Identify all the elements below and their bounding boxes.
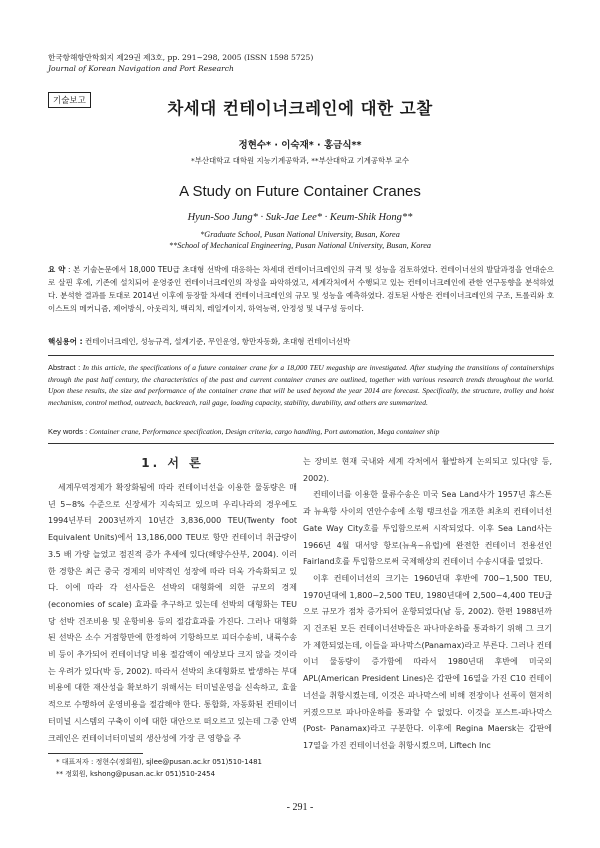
title-english: A Study on Future Container Cranes <box>179 183 421 200</box>
paragraph: 는 장비로 현재 국내와 세계 각처에서 활발하게 논의되고 있다(양 등, 2002). <box>303 457 552 483</box>
affiliation-english-2: **School of Mechanical Engineering, Pusan National University, Busan, Korea <box>169 241 431 250</box>
abstract-korean-label: 요 약 <box>48 265 66 274</box>
paragraph: 세계무역경제가 확장화됨에 따라 컨테이너선을 이용한 물동량은 매년 5~8% 수준으로 신장세가 지속되고 있으며 우리나라의 경우에도 1994년부터 2003년까지 10년간 3,836,000 TEU(Twenty foot Equivalent Units)에서 13,186,000 TEU로 항만 컨테이너 취급량이 3.5 배 가량 늘었고 점진적 증가 추세에 있다(해양수산부, 2004). 이러한 경향은 최근 중국 경제의 비약적인 성장에 따라 더욱 가속화되고 있다. 이에 따라 각 선사들은 선박의 대형화에 의한 규모의 경제(economies of scale) 효과를 추구하고 있는데 선박의 대형화는 TEU당 선박 건조비용 및 운항비용 등의 절감효과를 가진다. 그러나 대형화된 선박은 소수 거점항만에 한정하여 기항하므로 피더수송비, 내륙수송비 등이 추가되어 컨테이너당 비용 절감액이 예상보다 크지 않을 것이라는 우려가 있다(박 등, 2002). 따라서 선박의 초대형화로 발생하는 부대비용에 대한 재산성을 확보하기 위해서는 터미널운영을 신속하고, 효율적으로 수행하여 운영비용을 절감해야 한다. 통합화, 자동화된 컨테이너터미널 시스템의 구축이 이에 대한 대안으로 떠오르고 있는데 그중 안벽크레인은 컨테이너터미널의 생산성에 가장 큰 영향을 주 <box>48 483 297 743</box>
title-korean: 차세대 컨테이너크레인에 대한 고찰 <box>167 99 433 118</box>
paragraph: 컨테이너를 이용한 물류수송은 미국 Sea Land사가 1957년 휴스톤과 뉴욕항 사이의 연안수송에 소형 탱크선을 개조한 최초의 컨테이너선 Gate Way City호를 투입함으로써 시작되었다. 이후 Sea Land사는 1966년 4월 대서양 항로(뉴욕~유럽)에 완전한 컨테이너 전용선인 Fairland호를 투입함으로써 국제해상의 컨테이너 수송시대를 열었다. <box>303 490 552 567</box>
journal-name-en: Journal of Korean Navigation and Port Research <box>48 64 234 73</box>
authors-korean: 정현수* · 이숙재* · 홍금식** <box>238 140 362 151</box>
keywords-english-label: Key words : <box>48 427 88 436</box>
abstract-korean-text: : 본 기술논문에서 18,000 TEU급 초대형 선박에 대응하는 차세대 컨테이너크레인의 규격 및 성능을 검토하였다. 컨테이너선의 발달과정을 연대순으로 살핀 후에, 기존에 설치되어 운영중인 컨테이너크레인의 작성을 파악하였고, 세계각처에서 수행되고 있는 컨테이너크레인에 관한 연구동향을 분석하였다. 분석한 결과를 토대로 2014년 이후에 등장할 차세대 컨테이너크레인의 규모 및 성능을 예측하였다. 검토된 사항은 컨테이너크레인의 구조, 트롤리와 호이스트의 메커니즘, 제어방식, 아웃리치, 백리치, 레일게이지, 하역능력, 안정성 및 내구성 등이다. <box>48 265 554 313</box>
body-column-right <box>303 454 552 755</box>
affiliation-korean: *부산대학교 대학원 지능기계공학과, **부산대학교 기계공학부 교수 <box>191 156 409 165</box>
affiliation-english <box>0 229 600 251</box>
authors-english: Hyun-Soo Jung* · Suk-Jae Lee* · Keum-Shik Hong** <box>187 212 413 223</box>
divider-top <box>48 355 554 356</box>
journal-header <box>48 52 313 74</box>
keywords-korean-label: 핵심용어 : <box>48 337 83 346</box>
abstract-english-label: Abstract : <box>48 363 81 372</box>
footnote-corresponding-author: * 대표저자 : 정현수(정회원), sjlee@pusan.ac.kr 051)510-1481 <box>56 758 263 766</box>
abstract-english-text: In this article, the specifications of a future container crane for a 18,000 TEU megaship are investigated. After studying the transitions of containerships through the past half century, the characteristics of the past and current container cranes are outlined, together with various research trends throughout the world. Upon these results, the size and performance of the container crane that will be used beyond the year 2014 are forecast. Specifically, the structure, trolley and hoist mechanism, control method, outreach, backreach, rail gage, loading capacity, stability, durability, and others are summarized. <box>48 363 555 407</box>
abstract-korean <box>48 263 554 315</box>
footnote-member: ** 정회원, kshong@pusan.ac.kr 051)510-2454 <box>56 770 216 778</box>
divider-bottom <box>48 443 554 444</box>
paragraph: 이후 컨테이너선의 크기는 1960년대 후반에 700~1,500 TEU, 1970년대에 1,800~2,500 TEU, 1980년대에 2,500~4,400 TEU급으로 규모가 점차 증가되어 운항되었다(남 등, 2002). 한편 1988년까지 건조된 모든 컨테이너선박들은 파나마운하를 통과하기 위해 그 크기가 제한되었는데, 이들을 파나막스(Panamax)라고 부른다. 그러나 컨테이너 물동량이 증가함에 따라서 1980년대 후반에 미국의 APL(American President Lines)은 갑판에 16열을 가진 C10 컨테이너선을 취항시켰는데, 이것은 파나막스에 비해 전장이나 선폭이 현저히 커졌으므로 파나마운하를 통과할 수 없었다. 이것을 포스트-파나막스(Post- Panamax)라고 구분한다. 이후에 Regina Maersk는 갑판에 17열을 가진 컨테이너선을 취항시켰으며, Liftech Inc <box>303 573 552 750</box>
article-type-badge: 기술보고 <box>48 92 91 108</box>
footnote-divider <box>48 753 143 754</box>
section-heading: 1. 서 론 <box>141 456 204 470</box>
body-column-left <box>48 454 297 747</box>
footnotes <box>56 756 262 780</box>
keywords-english-text: Container crane, Performance specification, Design criteria, cargo handling, Port automation, Mega container ship <box>89 427 440 436</box>
keywords-english <box>48 427 554 436</box>
page-number: - 291 - <box>286 802 314 813</box>
abstract-english <box>48 362 554 408</box>
journal-info-ko: 한국항해항만학회지 제29권 제3호, pp. 291~298, 2005 (ISSN 1598 5725) <box>48 53 314 62</box>
keywords-korean-text: 컨테이너크레인, 성능규격, 설계기준, 무인운영, 항만자동화, 초대형 컨테이너선박 <box>84 337 351 346</box>
keywords-korean <box>48 336 554 347</box>
affiliation-english-1: *Graduate School, Pusan National University, Busan, Korea <box>200 230 400 239</box>
